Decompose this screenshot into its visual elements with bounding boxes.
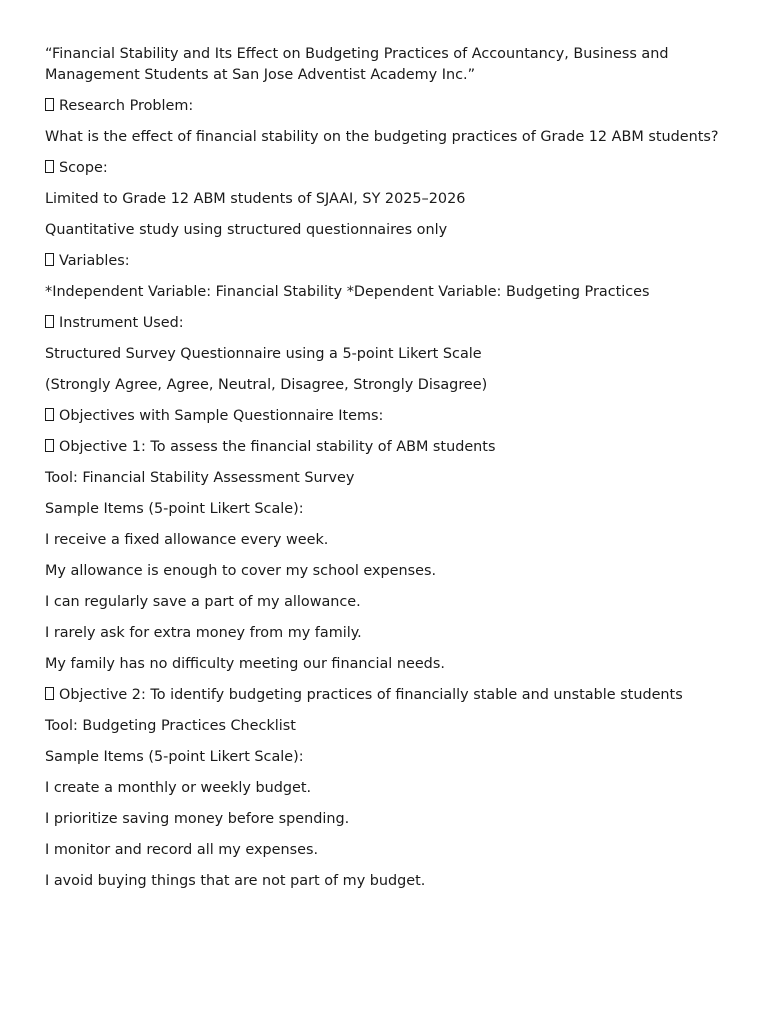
- objective-1-item: I can regularly save a part of my allowance.: [45, 594, 361, 610]
- missing-glyph-icon: [45, 315, 54, 328]
- objective-2-item: I create a monthly or weekly budget.: [45, 780, 312, 796]
- objective-1-sample-label: Sample Items (5-point Likert Scale):: [45, 501, 304, 517]
- variables-text: *Independent Variable: Financial Stability *Dependent Variable: Budgeting Practices: [45, 284, 650, 300]
- objective-1-item: I receive a fixed allowance every week.: [45, 532, 329, 548]
- instrument-line: Structured Survey Questionnaire using a 5-point Likert Scale: [45, 346, 482, 362]
- objective-1-item: My allowance is enough to cover my school expenses.: [45, 563, 437, 579]
- missing-glyph-icon: [45, 439, 54, 452]
- variables-heading-text: Variables:: [59, 253, 130, 269]
- scope-line: Quantitative study using structured questionnaires only: [45, 222, 448, 238]
- variables-heading: [45, 251, 735, 272]
- research-problem-heading: [45, 96, 735, 117]
- objective-2-heading: [45, 685, 735, 706]
- research-problem-text: What is the effect of financial stability on the budgeting practices of Grade 12 ABM students?: [45, 129, 719, 145]
- missing-glyph-icon: [45, 687, 54, 700]
- objective-2-sample-label: Sample Items (5-point Likert Scale):: [45, 749, 304, 765]
- document-title: “Financial Stability and Its Effect on Budgeting Practices of Accountancy, Business and Management Students at San Jose Adventist Academy Inc.”: [45, 46, 669, 83]
- objective-2-heading-text: Objective 2: To identify budgeting practices of financially stable and unstable students: [59, 687, 683, 703]
- research-problem-heading-text: Research Problem:: [59, 98, 194, 114]
- missing-glyph-icon: [45, 253, 54, 266]
- objective-1-item: My family has no difficulty meeting our financial needs.: [45, 656, 445, 672]
- objective-2-item: I prioritize saving money before spending.: [45, 811, 350, 827]
- objective-1-heading-text: Objective 1: To assess the financial stability of ABM students: [59, 439, 496, 455]
- objective-2-item: I monitor and record all my expenses.: [45, 842, 319, 858]
- objective-2-tool: Tool: Budgeting Practices Checklist: [45, 718, 296, 734]
- instrument-heading: [45, 313, 735, 334]
- scope-heading: [45, 158, 735, 179]
- objective-1-tool: Tool: Financial Stability Assessment Survey: [45, 470, 355, 486]
- instrument-line: (Strongly Agree, Agree, Neutral, Disagree, Strongly Disagree): [45, 377, 488, 393]
- instrument-heading-text: Instrument Used:: [59, 315, 184, 331]
- scope-heading-text: Scope:: [59, 160, 108, 176]
- scope-line: Limited to Grade 12 ABM students of SJAAI, SY 2025–2026: [45, 191, 466, 207]
- document-body: [45, 44, 735, 902]
- missing-glyph-icon: [45, 98, 54, 111]
- objective-1-heading: [45, 437, 735, 458]
- objectives-heading-text: Objectives with Sample Questionnaire Items:: [59, 408, 384, 424]
- missing-glyph-icon: [45, 160, 54, 173]
- objective-2-item: I avoid buying things that are not part of my budget.: [45, 873, 426, 889]
- missing-glyph-icon: [45, 408, 54, 421]
- objectives-heading: [45, 406, 735, 427]
- objective-1-item: I rarely ask for extra money from my family.: [45, 625, 362, 641]
